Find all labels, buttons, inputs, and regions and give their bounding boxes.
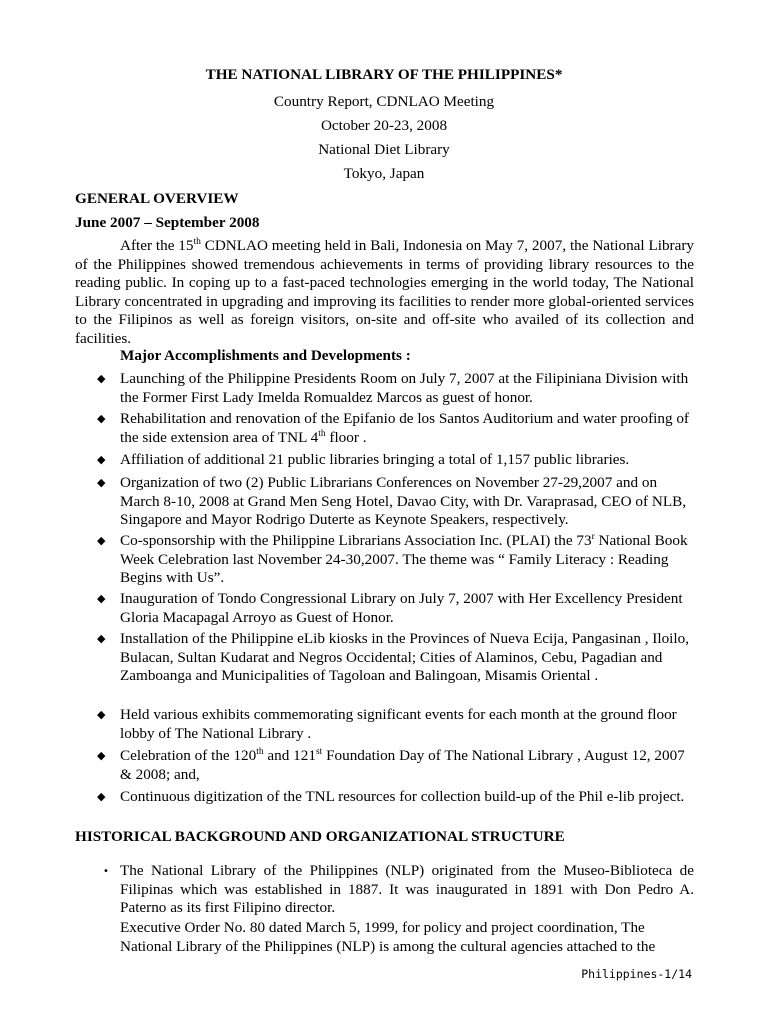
intro-body: CDNLAO meeting held in Bali, Indonesia on May 7, 2007, the National Library of the Philippines showed tremendous achievements in terms of providing library resources to the reading public. In coping up to a fast-paced technologies emerging in the world today, The National Library concentrated in upgrading and improving its facilities to render more global-oriented services to the Filipinos as well as foreign visitors, on-site and off-site who availed of its collection and facilities. xyxy=(75,237,694,347)
diamond-bullet-icon: ◆ xyxy=(97,453,106,466)
diamond-bullet-icon: ◆ xyxy=(97,412,106,425)
section-heading-overview: GENERAL OVERVIEW xyxy=(75,190,239,207)
text-span: National Book Week Celebration last November 24-30,2007. The theme was “ Family Literacy : Reading Begins with Us”. xyxy=(120,532,688,586)
list-item-text xyxy=(120,532,698,588)
text-span: Celebration of the 120 xyxy=(120,747,257,764)
superscript: th xyxy=(318,428,326,439)
intro-paragraph xyxy=(75,237,694,348)
list-item-text: Continuous digitization of the TNL resources for collection build-up of the Phil e-lib project. xyxy=(120,788,685,805)
list-item-text xyxy=(120,747,698,784)
period-heading: June 2007 – September 2008 xyxy=(75,214,260,231)
superscript: r xyxy=(591,531,595,542)
intro-superscript: th xyxy=(193,236,201,247)
meeting-location: Tokyo, Japan xyxy=(343,165,425,182)
list-item-text: Launching of the Philippine Presidents Room on July 7, 2007 at the Filipiniana Division with the Former First Lady Imelda Romualdez Marcos as guest of honor. xyxy=(120,370,689,406)
text-span: Foundation Day of The National Library , August 12, 2007 & 2008; and, xyxy=(120,747,685,783)
list-item-text: Inauguration of Tondo Congressional Library on July 7, 2007 with Her Excellency President Gloria Macapagal Arroyo as Guest of Honor. xyxy=(120,590,683,626)
list-item-text: Installation of the Philippine eLib kiosks in the Provinces of Nueva Ecija, Pangasinan , Iloilo, Bulacan, Sultan Kudarat and Negros Occidental; Cities of Alaminos, Cebu, Pagadian and Zamboanga and Municipalities of Tagoloan and Balingoan, Misamis Oriental . xyxy=(120,630,690,684)
report-subtitle: Country Report, CDNLAO Meeting xyxy=(273,93,495,110)
diamond-bullet-icon: ◆ xyxy=(97,476,106,489)
list-item-text: Held various exhibits commemorating significant events for each month at the ground floor lobby of The National Library . xyxy=(120,706,677,742)
diamond-bullet-icon: ◆ xyxy=(97,372,106,385)
diamond-bullet-icon: ◆ xyxy=(97,632,106,645)
text-span: Co-sponsorship with the Philippine Librarians Association Inc. (PLAI) the 73 xyxy=(120,532,592,549)
diamond-bullet-icon: ◆ xyxy=(97,790,106,803)
history-paragraph: Executive Order No. 80 dated March 5, 1999, for policy and project coordination, The National Library of the Philippines (NLP) is among the cultural agencies attached to the xyxy=(120,919,656,955)
text-span: Rehabilitation and renovation of the Epifanio de los Santos Auditorium and water proofing of the side extension area of TNL 4 xyxy=(120,410,689,446)
section-heading-history: HISTORICAL BACKGROUND AND ORGANIZATIONAL STRUCTURE xyxy=(75,828,565,845)
diamond-bullet-icon: ◆ xyxy=(97,592,106,605)
list-item-text xyxy=(120,410,698,447)
text-span: floor . xyxy=(325,428,367,446)
history-paragraph: The National Library of the Philippines (NLP) originated from the Museo-Biblioteca de Filipinas which was established in 1887. It was inaugurated in 1891 with Don Pedro A. Paterno as its first Filipino director. xyxy=(120,862,694,916)
diamond-bullet-icon: ◆ xyxy=(97,534,106,547)
diamond-bullet-icon: ◆ xyxy=(97,749,106,762)
text-span: and 121 xyxy=(263,747,316,764)
meeting-dates: October 20-23, 2008 xyxy=(320,117,448,134)
superscript: th xyxy=(256,746,264,757)
list-item-text: Affiliation of additional 21 public libraries bringing a total of 1,157 public libraries. xyxy=(120,451,630,468)
document-title: THE NATIONAL LIBRARY OF THE PHILIPPINES* xyxy=(205,66,563,83)
intro-prefix: After the 15 xyxy=(120,237,194,254)
accomplishments-heading: Major Accomplishments and Developments : xyxy=(120,347,411,364)
meeting-venue: National Diet Library xyxy=(318,141,450,158)
diamond-bullet-icon: ◆ xyxy=(97,708,106,721)
list-item-text: Organization of two (2) Public Librarians Conferences on November 27-29,2007 and on March 8-10, 2008 at Grand Men Seng Hotel, Davao City, with Dr. Varaprasad, CEO of NLB, Singapore and Mayor Rodrigo Duterte as Keynote Speakers, respectively. xyxy=(120,474,687,528)
page-number: Philippines-1/14 xyxy=(581,967,692,981)
superscript: st xyxy=(315,746,323,757)
dot-bullet-icon: • xyxy=(103,866,109,877)
